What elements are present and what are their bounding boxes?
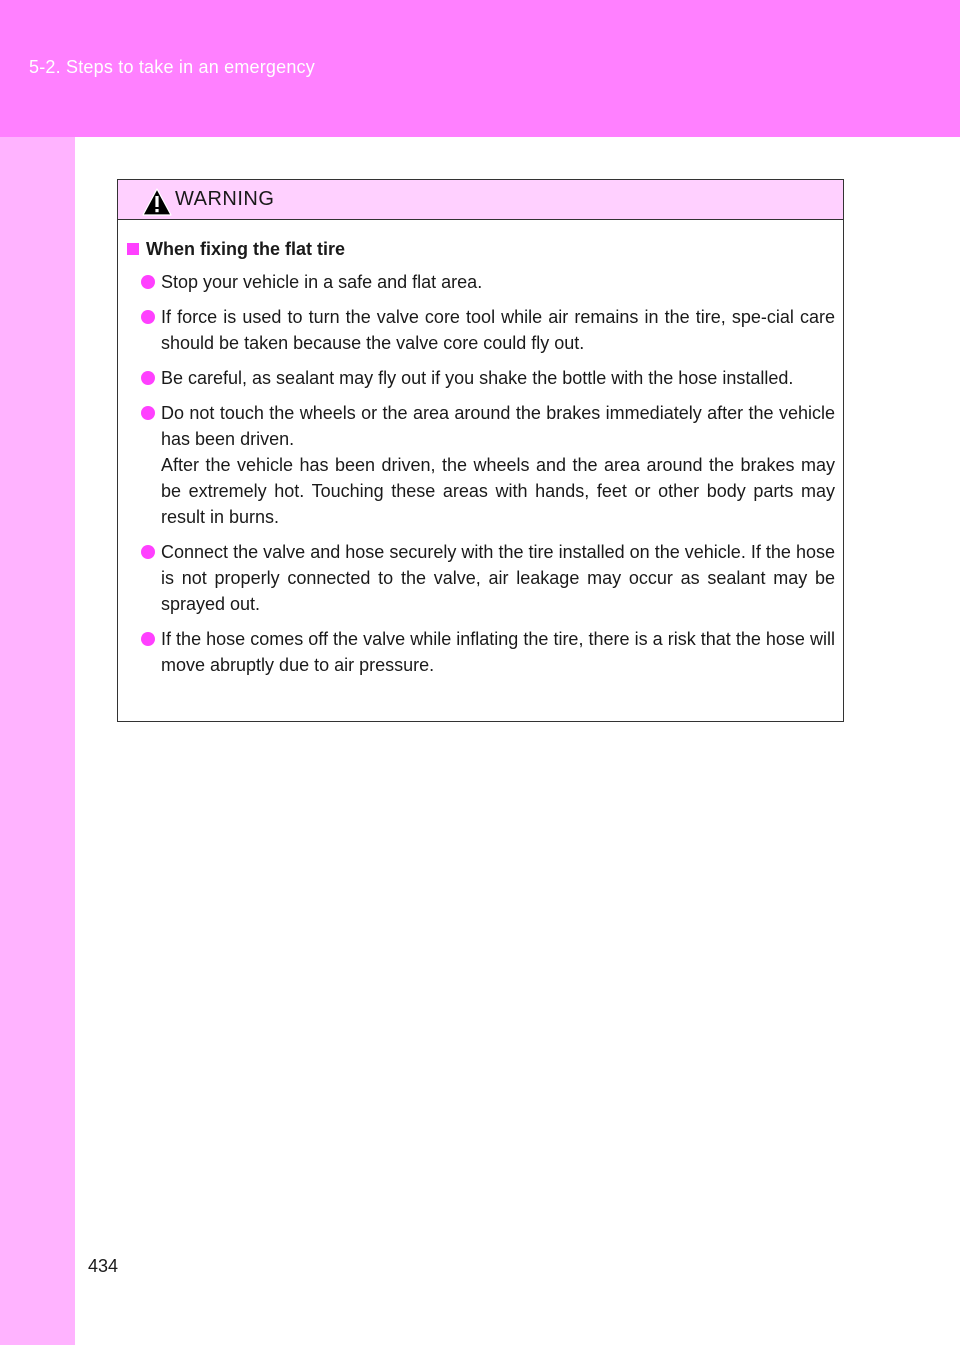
warning-title: WARNING — [175, 188, 275, 210]
warning-item — [126, 304, 835, 356]
section-title: 5-2. Steps to take in an emergency — [29, 57, 315, 77]
circle-bullet-icon — [141, 310, 155, 324]
circle-bullet-icon — [141, 406, 155, 420]
warning-item-text: Do not touch the wheels or the area around the brakes immediately after the vehicle has been driven. — [161, 403, 835, 449]
warning-subheading — [126, 236, 835, 262]
warning-subheading-text: When fixing the flat tire — [146, 239, 346, 259]
page-number: 434 — [88, 1256, 119, 1276]
warning-item — [126, 400, 835, 530]
warning-item-text: If the hose comes off the valve while inflating the tire, there is a risk that the hose will move abruptly due to air pressure. — [161, 629, 835, 675]
warning-item — [126, 539, 835, 617]
warning-item-text: Stop your vehicle in a safe and flat area. — [161, 272, 483, 292]
side-band — [0, 137, 75, 1345]
header-band — [0, 0, 960, 137]
warning-item-text: Connect the valve and hose securely with the tire installed on the vehicle. If the hose is not properly connected to the valve, air leakage may occur as sealant may be sprayed out. — [161, 542, 835, 614]
warning-item — [126, 626, 835, 678]
warning-item — [126, 269, 835, 295]
circle-bullet-icon — [141, 632, 155, 646]
warning-triangle-icon — [142, 188, 172, 216]
warning-box — [117, 179, 844, 722]
warning-item-text: Be careful, as sealant may fly out if you shake the bottle with the hose installed. — [161, 368, 794, 388]
circle-bullet-icon — [141, 371, 155, 385]
circle-bullet-icon — [141, 275, 155, 289]
warning-item-text-continued: After the vehicle has been driven, the wheels and the area around the brakes may be extremely hot. Touching these areas with hands, feet or other body parts may result in burns. — [161, 455, 835, 527]
warning-item-text: If force is used to turn the valve core tool while air remains in the tire, spe-cial care should be taken because the valve core could fly out. — [161, 307, 835, 353]
square-bullet-icon — [127, 243, 139, 255]
warning-body — [118, 220, 843, 678]
warning-header — [118, 180, 843, 220]
circle-bullet-icon — [141, 545, 155, 559]
warning-item — [126, 365, 835, 391]
